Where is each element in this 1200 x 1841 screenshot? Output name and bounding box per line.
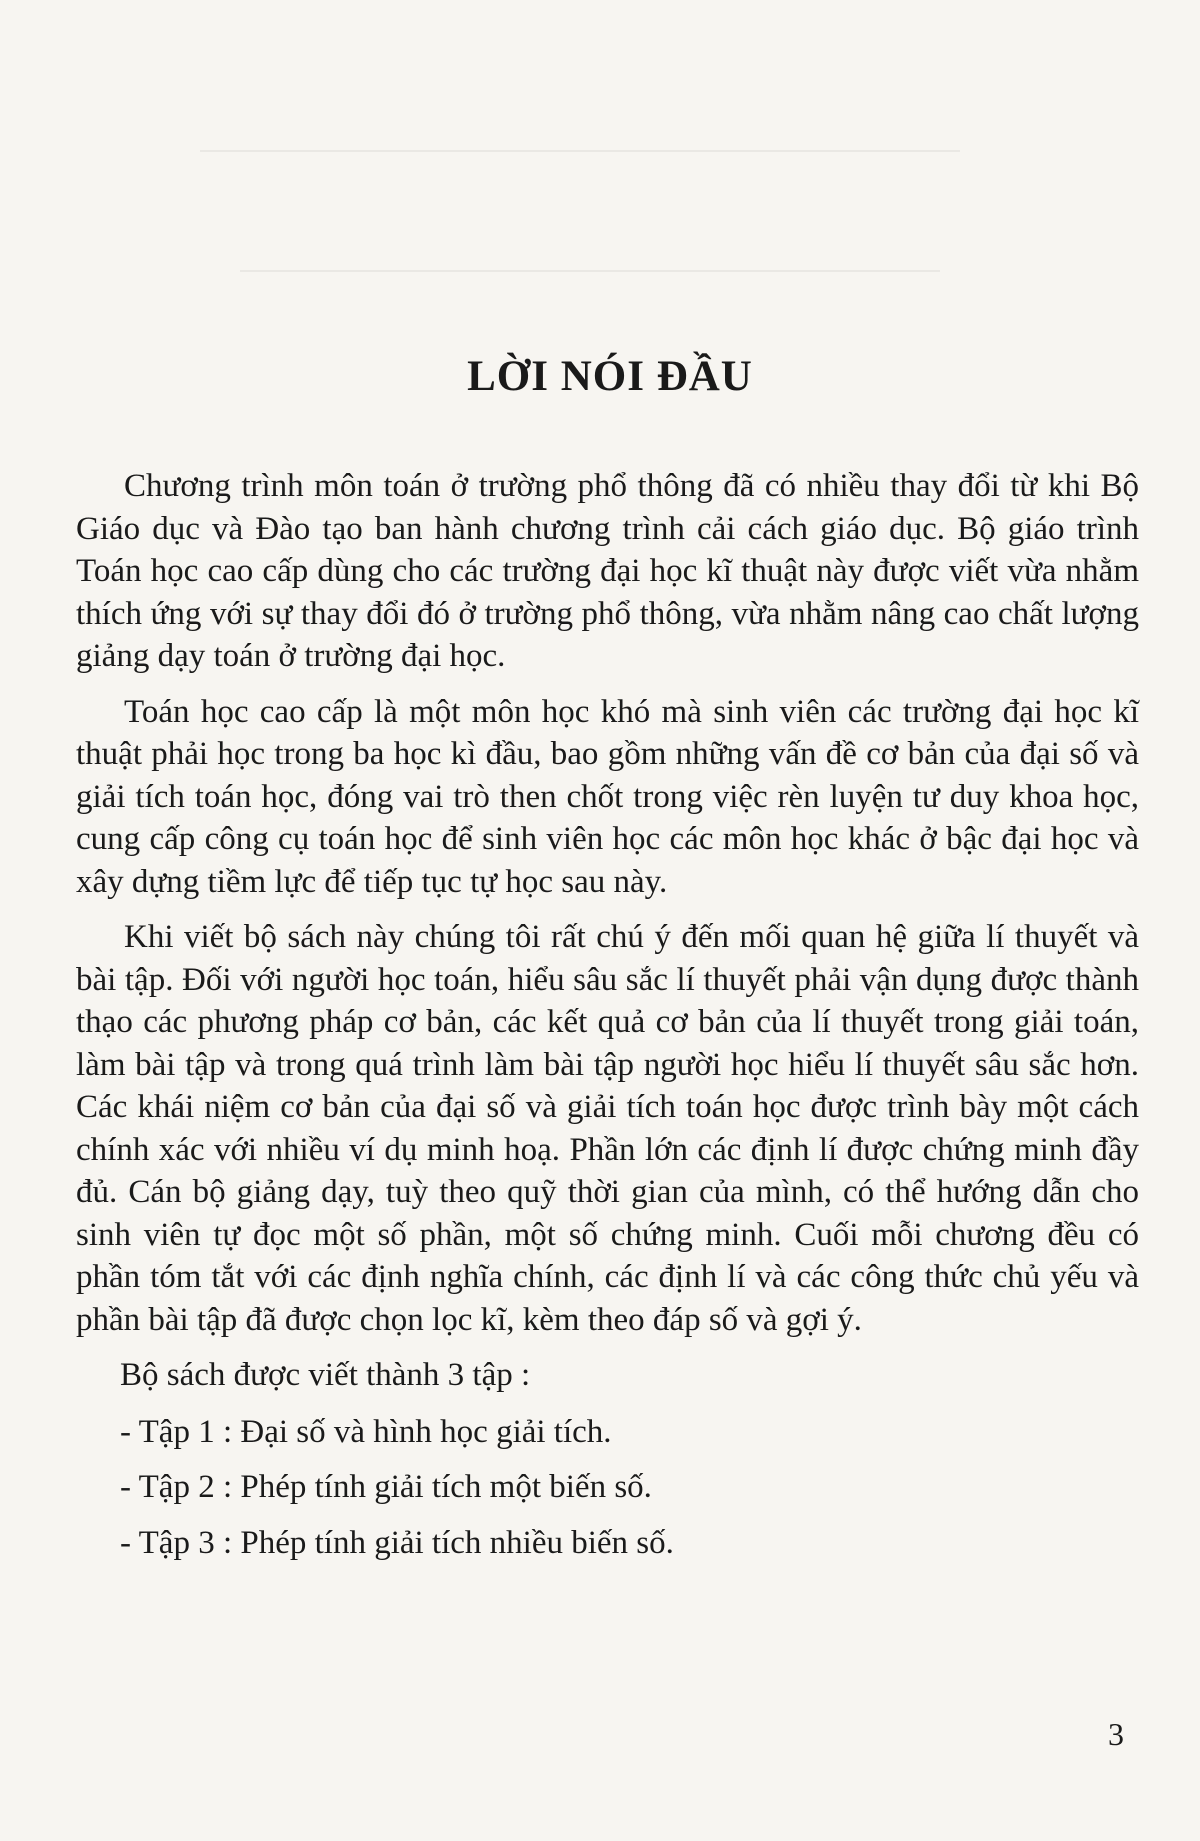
body-text <box>76 465 1139 1577</box>
volume-item-1: - Tập 1 : Đại số và hình học giải tích. <box>120 1413 612 1450</box>
page-number: 3 <box>1108 1716 1124 1752</box>
volume-item-2: - Tập 2 : Phép tính giải tích một biến số. <box>120 1469 652 1505</box>
volumes-intro: Bộ sách được viết thành 3 tập : <box>120 1357 531 1393</box>
paragraph-1: Chương trình môn toán ở trường phổ thông đã có nhiều thay đổi từ khi Bộ Giáo dục và Đào tạo ban hành chương trình cải cách giáo dục. Bộ giáo trình Toán học cao cấp dùng cho các trường đại học kĩ thuật này được viết vừa nhằm thích ứng với sự thay đổi đó ở trường phổ thông, vừa nhằm nâng cao chất lượng giảng dạy toán ở trường đại học. <box>76 468 1139 674</box>
volume-item-3: - Tập 3 : Phép tính giải tích nhiều biến số. <box>120 1524 674 1561</box>
paragraph-2: Toán học cao cấp là một môn học khó mà sinh viên các trường đại học kĩ thuật phải học trong ba học kì đầu, bao gồm những vấn đề cơ bản của đại số và giải tích toán học, đóng vai trò then chốt trong việc rèn luyện tư duy khoa học, cung cấp công cụ toán học để sinh viên học các môn học khác ở bậc đại học và xây dựng tiềm lực để tiếp tục tự học sau này. <box>76 693 1139 900</box>
page-title: LỜI NÓI ĐẦU <box>467 353 753 400</box>
bleed-through-mark <box>240 270 940 272</box>
bleed-through-mark <box>200 150 960 152</box>
paragraph-3: Khi viết bộ sách này chúng tôi rất chú ý đến mối quan hệ giữa lí thuyết và bài tập. Đối với người học toán, hiểu sâu sắc lí thuyết phải vận dụng được thành thạo các phương pháp cơ bản, các kết quả cơ bản của lí thuyết trong giải toán, làm bài tập và trong quá trình làm bài tập người học hiểu lí thuyết sâu sắc hơn. Các khái niệm cơ bản của đại số và giải tích toán học được trình bày một cách chính xác với nhiều ví dụ minh hoạ. Phần lớn các định lí được chứng minh đầy đủ. Cán bộ giảng dạy, tuỳ theo quỹ thời gian của mình, có thể hướng dẫn cho sinh viên tự đọc một số phần, một số chứng minh. Cuối mỗi chương đều có phần tóm tắt với các định nghĩa chính, các định lí và các công thức chủ yếu và phần bài tập đã được chọn lọc kĩ, kèm theo đáp số và gợi ý. <box>76 919 1139 1338</box>
